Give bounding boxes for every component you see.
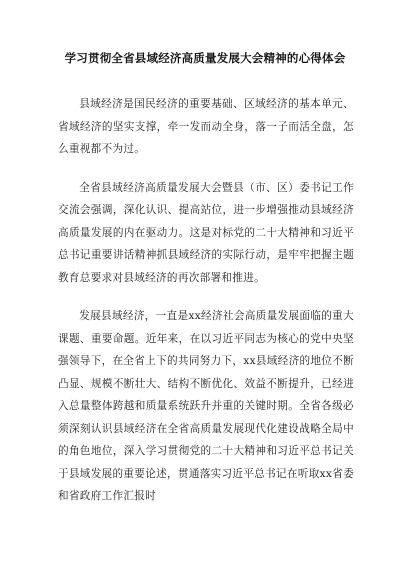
paragraph-1: 县域经济是国民经济的重要基础、区域经济的基本单元、省域经济的坚实支撑，牵一发而动全身，落一子而活全盘，怎么重视都不为过。	[58, 98, 354, 155]
paragraph-2: 全省县域经济高质量发展大会暨县（市、区）委书记工作交流会强调，深化认识、提高站位，进一步增强推动县域经济高质量发展的内在驱动力。这是对标党的二十大精神和习近平总书记重要讲话精神抓县域经济的实际行动，是牢牢把握主题教育总要求对县域经济的再次部署和推进。	[58, 181, 354, 284]
paragraph-3: 发展县域经济，一直是xx经济社会高质量发展面临的重大课题、重要命题。近年来，在以习近平同志为核心的党中央坚强领导下，在全省上下的共同努力下，xx县域经济的地位不断凸显、规模不断壮大、结构不断优化、效益不断提升，已经进入总量整体跨越和质量系统跃升并重的关键时期。全省各级必须深刻认识县域经济在全省高质量发展现代化建设战略全局中的角色地位，深入学习贯彻党的二十大精神和习近平总书记关于县域发展的重要论述，贯通落实习近平总书记在听取xx省委和省政府工作汇报时	[58, 310, 354, 502]
document-body	[58, 93, 354, 524]
document-title: 学习贯彻全省县域经济高质量发展大会精神的心得体会	[64, 51, 346, 65]
